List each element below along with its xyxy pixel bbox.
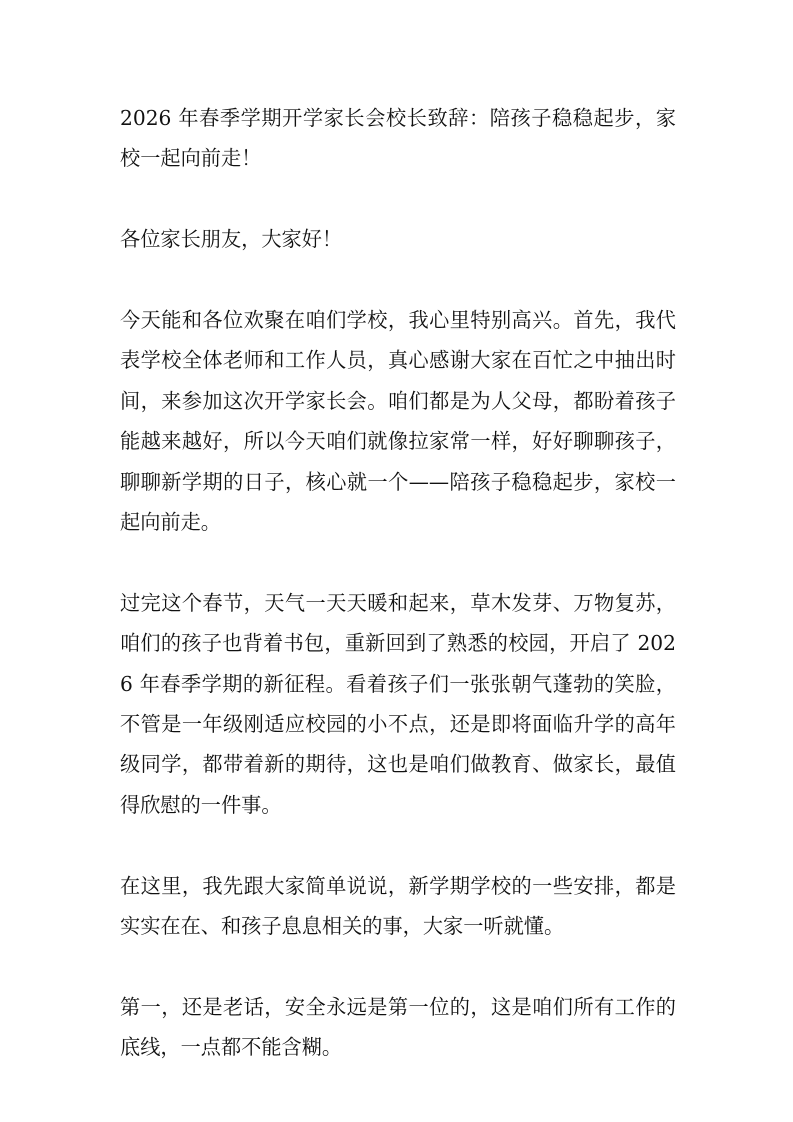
paragraph-safety: 第一，还是老话，安全永远是第一位的，这是咱们所有工作的底线，一点都不能含糊。 bbox=[120, 994, 676, 1060]
document-page bbox=[120, 98, 676, 1108]
paragraph-opening: 今天能和各位欢聚在咱们学校，我心里特别高兴。首先，我代表学校全体老师和工作人员，真心感谢大家在百忙之中抽出时间，来参加这次开学家长会。咱们都是为人父母，都盼着孩子能越来越好，所以今天咱们就像拉家常一样，好好聊聊孩子，聊聊新学期的日子，核心就一个——陪孩子稳稳起步，家校一起向前走。 bbox=[120, 308, 676, 535]
paragraph-spring-semester: 过完这个春节，天气一天天暖和起来，草木发芽、万物复苏，咱们的孩子也背着书包，重新回到了熟悉的校园，开启了 2026 年春季学期的新征程。看着孩子们一张张朝气蓬勃的笑脸，不管是一年级刚适应校园的小不点，还是即将面临升学的高年级同学，都带着新的期待，这也是咱们做教育、做家长，最值得欣慰的一件事。 bbox=[120, 590, 676, 817]
paragraph-arrangements: 在这里，我先跟大家简单说说，新学期学校的一些安排，都是实实在在、和孩子息息相关的事，大家一听就懂。 bbox=[120, 873, 676, 939]
document-title: 2026 年春季学期开学家长会校长致辞：陪孩子稳稳起步，家校一起向前走！ bbox=[120, 106, 676, 171]
greeting: 各位家长朋友，大家好！ bbox=[120, 227, 343, 252]
